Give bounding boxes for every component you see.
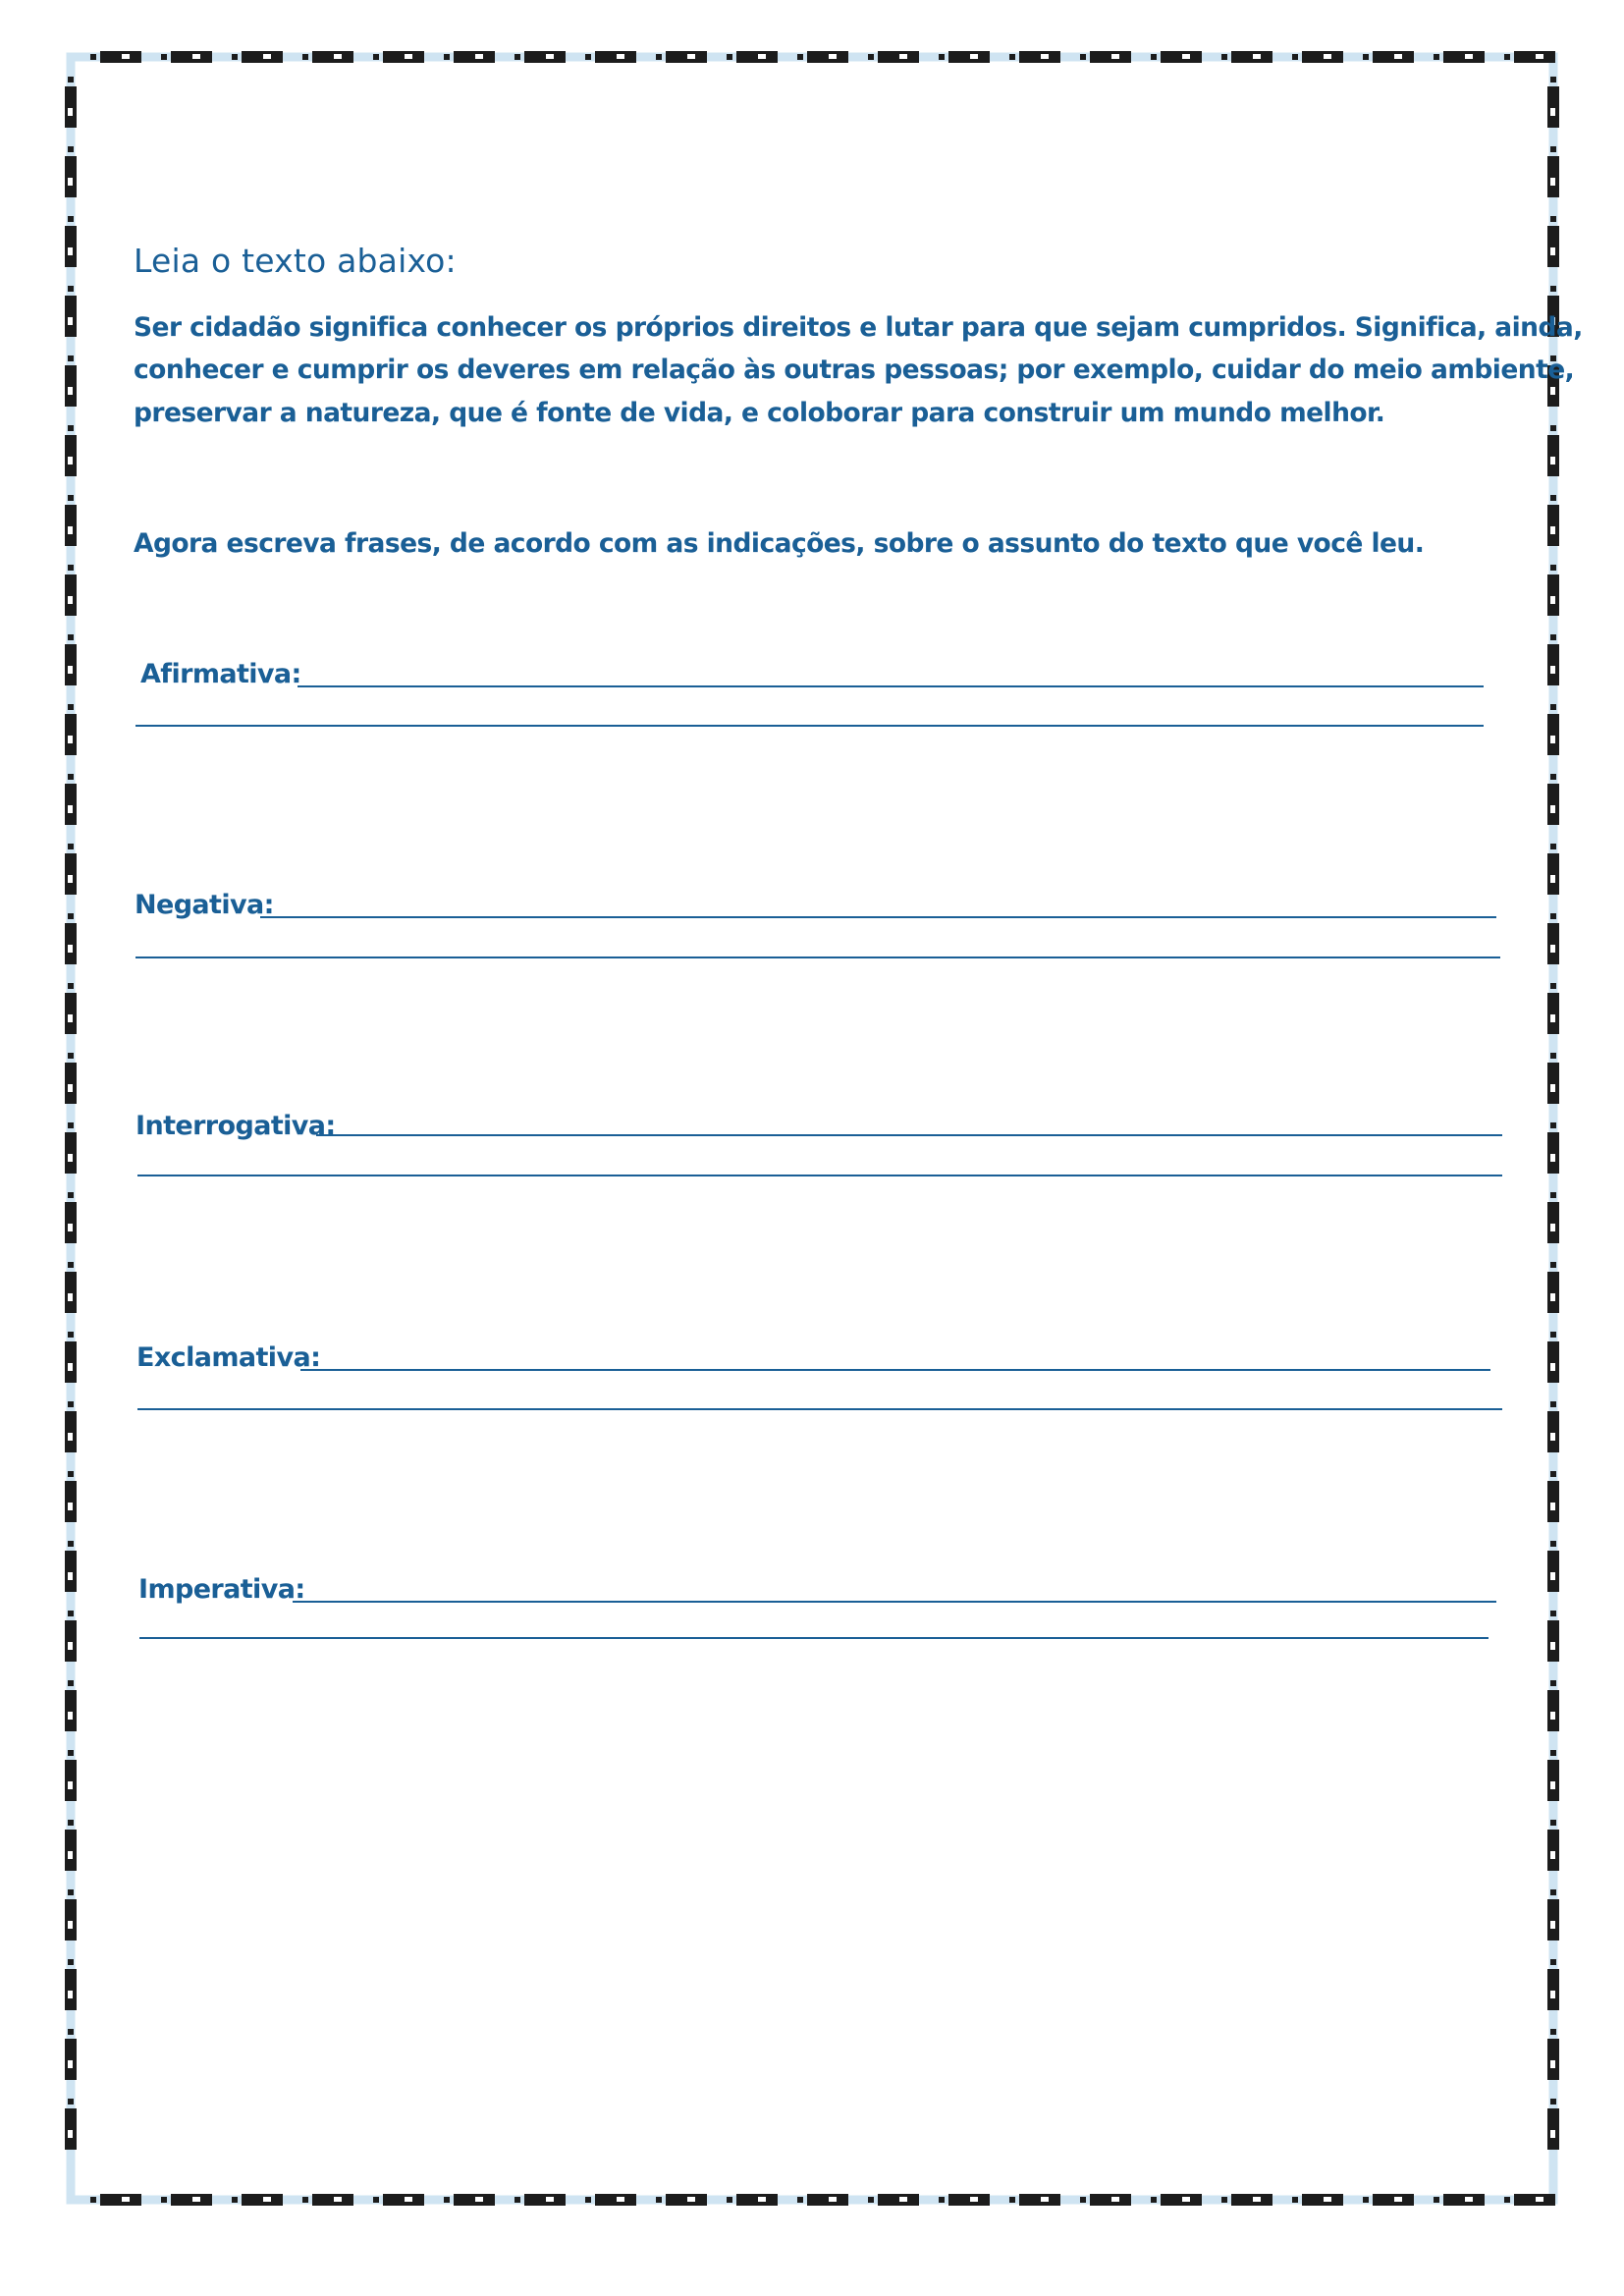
instruction: Agora escreva frases, de acordo com as indicações, sobre o assunto do texto que você leu. bbox=[134, 528, 1425, 559]
paragraph-line-1: Ser cidadão significa conhecer os próprios direitos e lutar para que sejam cumpridos. Significa, ainda, bbox=[134, 312, 1583, 343]
paragraph-line-3: preservar a natureza, que é fonte de vida, e coloborar para construir um mundo melhor. bbox=[134, 398, 1385, 428]
answer-line-interrogativa-2[interactable] bbox=[137, 1175, 1502, 1176]
answer-line-negativa-2[interactable] bbox=[135, 957, 1500, 958]
answer-line-afirmativa-1[interactable] bbox=[298, 685, 1484, 687]
answer-line-interrogativa-1[interactable] bbox=[316, 1134, 1502, 1136]
answer-line-negativa-1[interactable] bbox=[260, 916, 1496, 918]
label-afirmativa: Afirmativa: bbox=[140, 659, 301, 689]
answer-line-imperativa-2[interactable] bbox=[139, 1637, 1489, 1639]
label-negativa: Negativa: bbox=[135, 890, 274, 920]
answer-line-exclamativa-2[interactable] bbox=[137, 1408, 1502, 1410]
answer-line-afirmativa-2[interactable] bbox=[135, 725, 1484, 727]
paragraph-line-2: conhecer e cumprir os deveres em relação às outras pessoas; por exemplo, cuidar do meio ambiente, bbox=[134, 355, 1575, 385]
label-interrogativa: Interrogativa: bbox=[135, 1111, 336, 1141]
answer-line-imperativa-1[interactable] bbox=[293, 1601, 1496, 1603]
answer-line-exclamativa-1[interactable] bbox=[300, 1369, 1490, 1371]
label-exclamativa: Exclamativa: bbox=[136, 1342, 321, 1373]
label-imperativa: Imperativa: bbox=[138, 1574, 305, 1605]
heading: Leia o texto abaixo: bbox=[134, 242, 457, 280]
